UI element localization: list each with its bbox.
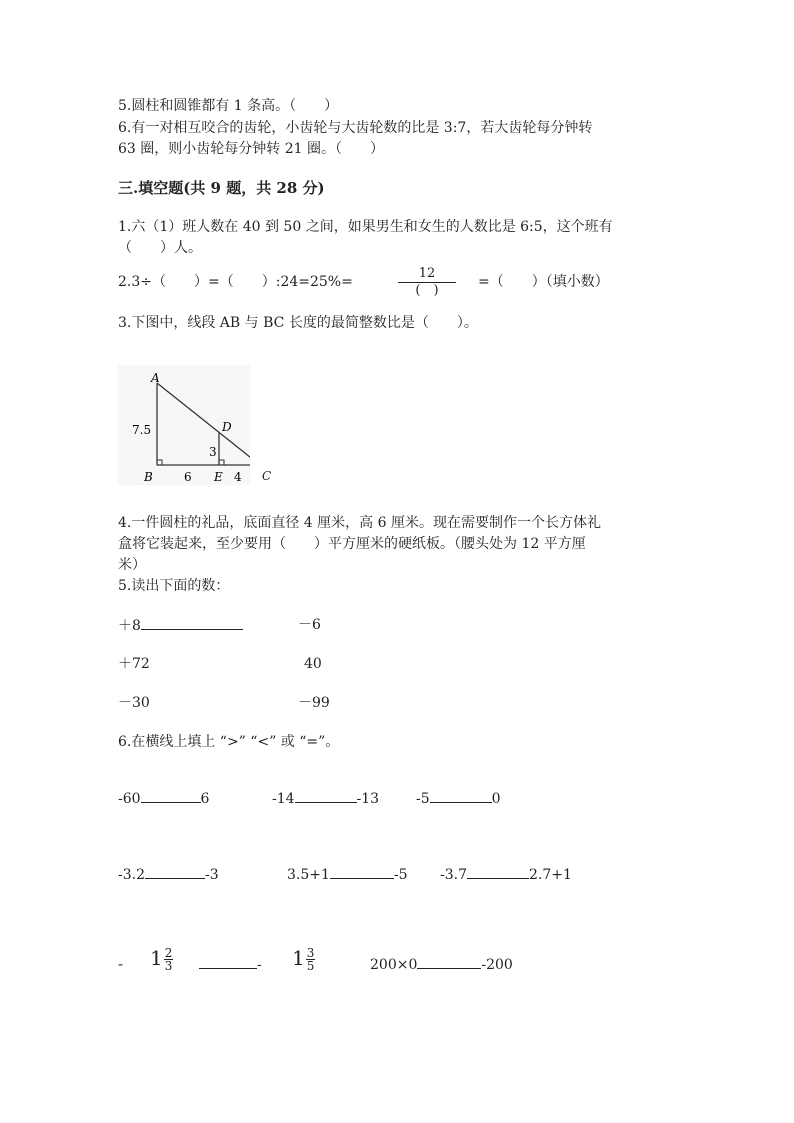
fill-q3: 3.下图中，线段 AB 与 BC 长度的最简整数比是（ ）。 [118, 315, 478, 331]
number-item: －30 [118, 695, 150, 711]
number-item: ＋72 [118, 656, 150, 672]
answer-blank[interactable] [141, 615, 243, 630]
fill-q5: 5.读出下面的数： [118, 578, 230, 594]
number-item: －6 [298, 617, 321, 633]
compare-blank[interactable] [199, 954, 257, 969]
fill-q2-part1: 2.3÷（ ）=（ ）:24=25%= [118, 274, 353, 290]
label-e: E [214, 470, 223, 484]
compare-blank[interactable] [417, 954, 481, 969]
compare-item: 3.5+1 -5 [287, 864, 408, 885]
length-ab: 7.5 [132, 423, 152, 437]
length-ec: 4 [234, 470, 242, 484]
mixed-number: 1 $\frac{2}{3}$ [150, 946, 173, 973]
fraction [398, 266, 456, 299]
compare-blank[interactable] [430, 788, 492, 803]
fill-q2-part2: =（ ）（填小数） [478, 274, 609, 290]
minus-sign: - [118, 955, 124, 973]
label-d: D [222, 420, 232, 434]
label-a: A [151, 371, 160, 385]
judge-q6-line1: 6.有一对相互咬合的齿轮，小齿轮与大齿轮数的比是 3:7，若大齿轮每分钟转 [118, 120, 593, 136]
number-item: 40 [304, 656, 322, 672]
label-c: C [262, 469, 272, 483]
judge-q5: 5.圆柱和圆锥都有 1 条高。（ ） [118, 98, 339, 114]
compare-item: -3.7 2.7+1 [440, 864, 572, 885]
compare-blank[interactable] [141, 788, 201, 803]
number-item: ＋8 [118, 615, 243, 636]
fill-q1-line2: （ ）人。 [118, 240, 202, 256]
compare-item: -14 -13 [272, 788, 379, 809]
compare-blank[interactable] [295, 788, 357, 803]
fill-q6: 6.在横线上填上 “>” “<” 或 “=”。 [118, 734, 340, 750]
length-be: 6 [184, 470, 192, 484]
number-item: －99 [298, 695, 330, 711]
fill-q1-line1: 1.六（1）班人数在 40 到 50 之间，如果男生和女生的人数比是 6:5，这个班有 [118, 219, 613, 235]
fill-q4-line2: 盒将它装起来，至少要用（ ）平方厘米的硬纸板。（腰头处为 12 平方厘 [118, 536, 586, 552]
compare-item: -3.2 -3 [118, 864, 219, 885]
compare-blank[interactable] [467, 864, 529, 879]
fill-q4-line1: 4.一件圆柱的礼品，底面直径 4 厘米，高 6 厘米。现在需要制作一个长方体礼 [118, 515, 601, 531]
fill-q4-line3: 米） [118, 557, 146, 573]
compare-item: -5 0 [416, 788, 501, 809]
compare-item: -60 6 [118, 788, 209, 809]
fraction-numerator: 12 [398, 266, 456, 283]
fraction-denominator: ( ) [415, 283, 439, 298]
length-de: 3 [209, 445, 217, 459]
compare-item: 200×0 -200 [370, 954, 513, 975]
compare-blank[interactable] [145, 864, 205, 879]
triangle-figure [118, 365, 250, 485]
compare-blank[interactable] [330, 864, 394, 879]
judge-q6-line2: 63 圈，则小齿轮每分钟转 21 圈。（ ） [118, 141, 384, 157]
section-title: 三.填空题(共 9 题，共 28 分) [118, 179, 325, 197]
label-b: B [144, 470, 153, 484]
compare-item: - [199, 954, 262, 975]
mixed-number: 1 $\frac{3}{5}$ [292, 946, 315, 973]
